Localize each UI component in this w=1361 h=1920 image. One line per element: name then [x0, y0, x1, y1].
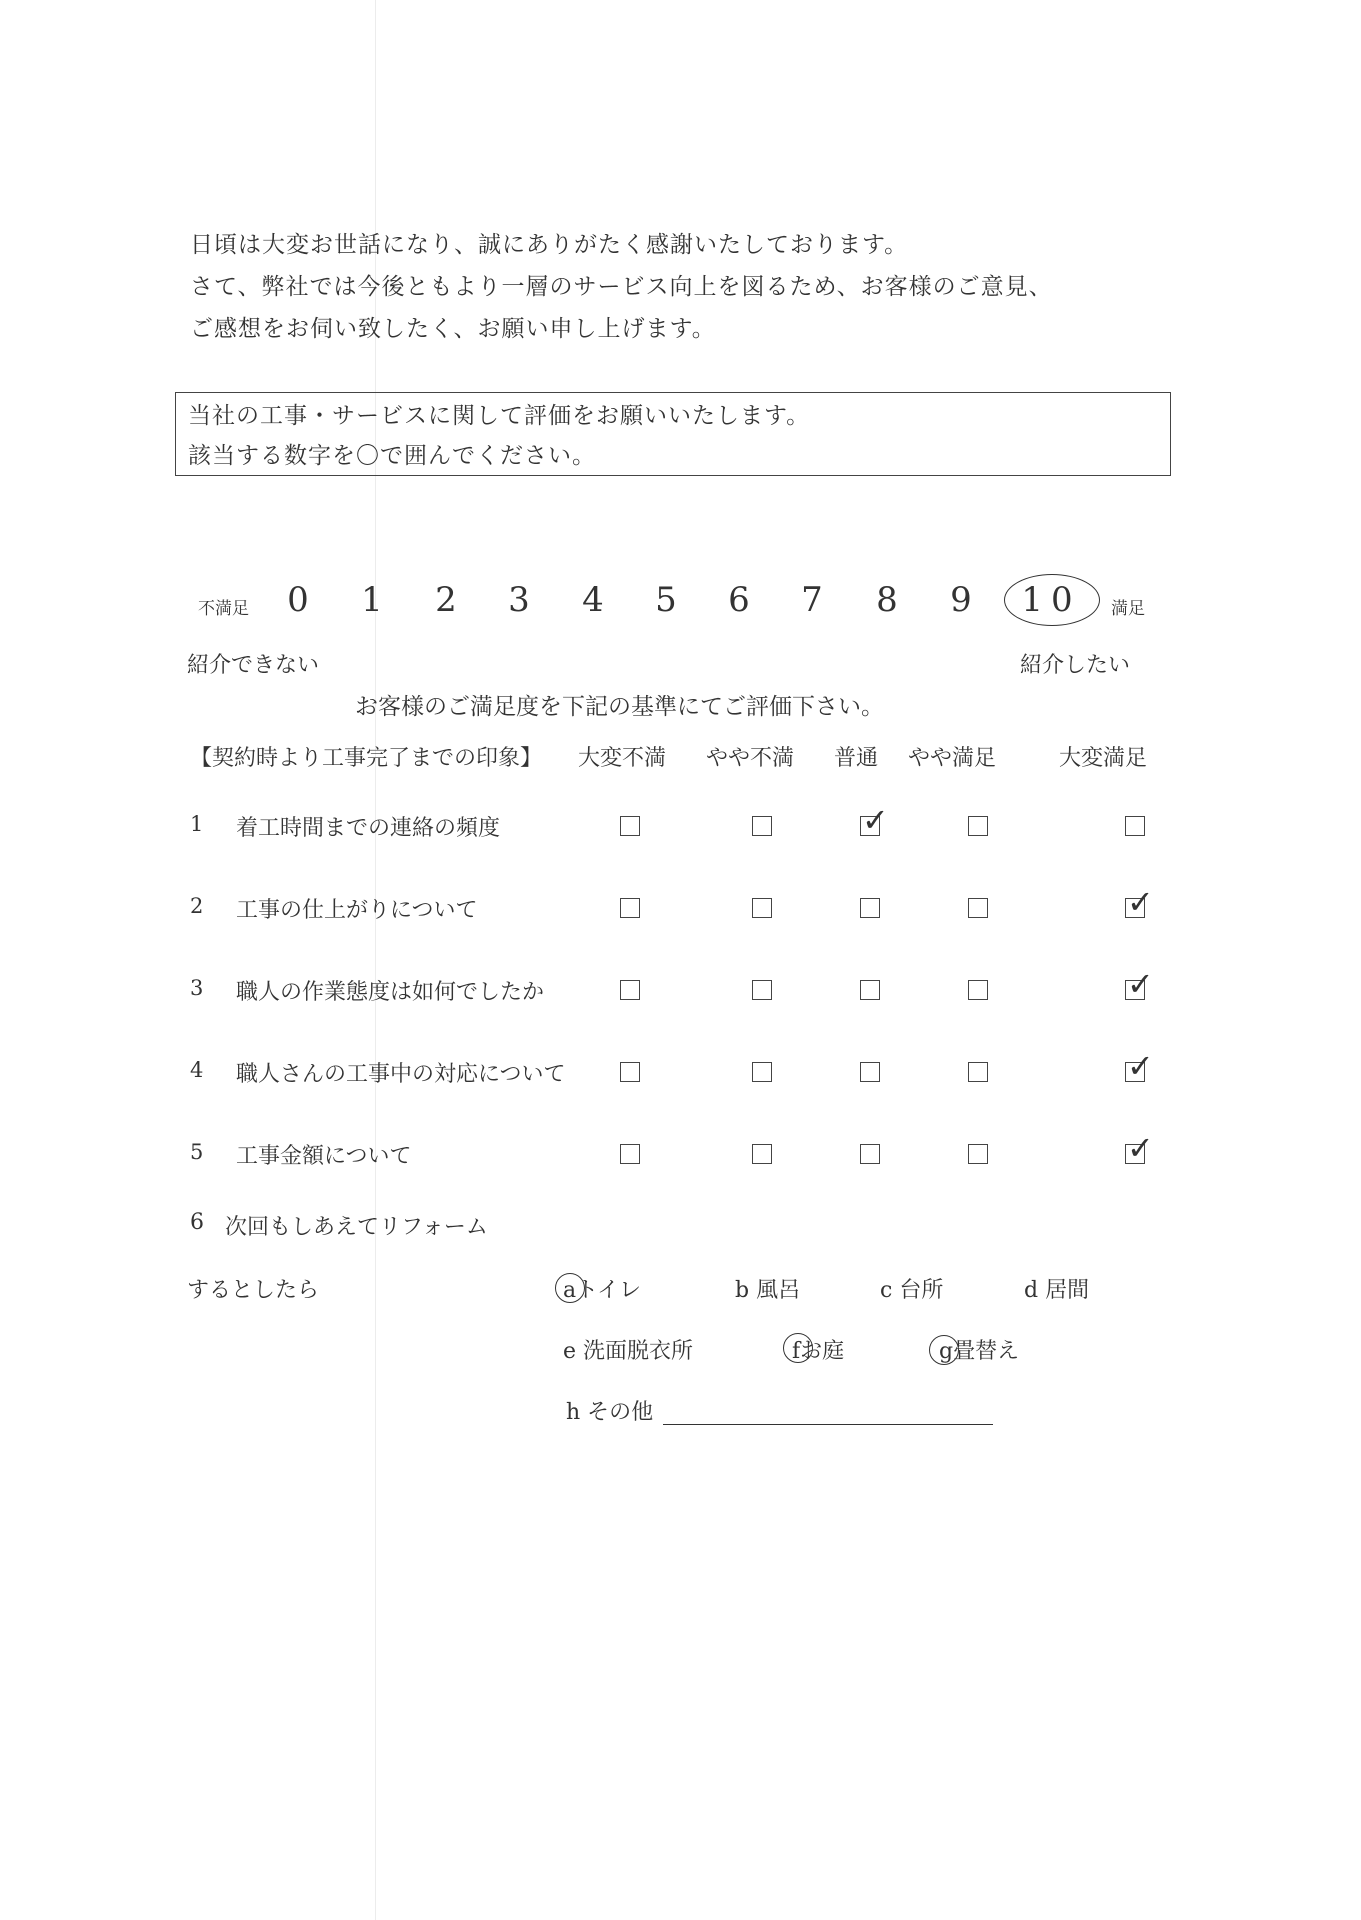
option-g-label: 畳替え: [953, 1339, 1020, 1364]
scale-number-6[interactable]: 6: [728, 580, 750, 620]
option-d[interactable]: [1024, 1273, 1089, 1304]
checkbox-q1-level-4[interactable]: [968, 816, 988, 836]
level-header-very-satisfied: 大変満足: [1059, 746, 1148, 771]
scale-number-1[interactable]: 1: [361, 580, 383, 620]
instruction-box: [175, 392, 1171, 476]
scale-number-3[interactable]: 3: [508, 580, 530, 620]
question-5-number: 5: [190, 1140, 204, 1164]
checkbox-q1-level-1[interactable]: [620, 816, 640, 836]
checkbox-q2-level-3[interactable]: [860, 898, 880, 918]
option-e-letter: e: [563, 1339, 577, 1364]
question-3-number: 3: [190, 976, 204, 1000]
option-f-letter: f: [792, 1339, 801, 1364]
question-6-text-line-1: 次回もしあえてリフォーム: [225, 1215, 488, 1240]
question-3-text: 職人の作業態度は如何でしたか: [236, 980, 545, 1005]
question-4-number: 4: [190, 1058, 204, 1082]
question-2-text: 工事の仕上がりについて: [236, 898, 478, 923]
option-g-letter: g: [939, 1339, 954, 1364]
level-header-neutral: 普通: [834, 746, 879, 771]
question-1-number: 1: [190, 812, 204, 836]
other-answer-line[interactable]: [663, 1424, 993, 1425]
question-5-text: 工事金額について: [236, 1144, 412, 1169]
option-c-letter: c: [880, 1278, 893, 1303]
checkbox-q4-level-1[interactable]: [620, 1062, 640, 1082]
option-h[interactable]: [566, 1395, 653, 1426]
checkbox-q4-level-3[interactable]: [860, 1062, 880, 1082]
scale-number-10[interactable]: 10: [1021, 580, 1081, 620]
option-d-label: 居間: [1045, 1278, 1090, 1303]
option-b[interactable]: [735, 1273, 800, 1304]
scale-number-2[interactable]: 2: [435, 580, 457, 620]
option-f-circle: [783, 1333, 813, 1363]
selected-score-circle: [1004, 574, 1100, 626]
level-header-very-dissatisfied: 大変不満: [578, 746, 667, 771]
scale-number-5[interactable]: 5: [655, 580, 677, 620]
question-6-text-line-2: するとしたら: [187, 1278, 320, 1303]
checkbox-q3-level-4[interactable]: [968, 980, 988, 1000]
checkbox-q5-level-1[interactable]: [620, 1144, 640, 1164]
check-mark-icon: ✓: [1127, 1047, 1154, 1085]
check-mark-icon: ✓: [1127, 1129, 1154, 1167]
checkbox-q2-level-4[interactable]: [968, 898, 988, 918]
check-mark-icon: ✓: [862, 801, 889, 839]
level-header-somewhat-dissatisfied: やや不満: [706, 746, 795, 771]
checkbox-q4-level-4[interactable]: [968, 1062, 988, 1082]
checkbox-q2-level-2[interactable]: [752, 898, 772, 918]
option-b-letter: b: [735, 1278, 750, 1303]
satisfaction-instruction: お客様のご満足度を下記の基準にてご評価下さい。: [355, 694, 884, 720]
level-header-somewhat-satisfied: やや満足: [908, 746, 997, 771]
option-a-letter: a: [563, 1278, 577, 1303]
option-h-label: その他: [587, 1400, 654, 1425]
option-b-label: 風呂: [756, 1278, 801, 1303]
checkbox-q1-level-5[interactable]: [1125, 816, 1145, 836]
question-4-text: 職人さんの工事中の対応について: [236, 1062, 566, 1087]
section-header: 【契約時より工事完了までの印象】: [190, 746, 543, 771]
intro-line-2: さて、弊社では今後ともより一層のサービス向上を図るため、お客様のご意見、: [190, 274, 1053, 300]
option-d-letter: d: [1024, 1278, 1039, 1303]
checkbox-q5-level-4[interactable]: [968, 1144, 988, 1164]
scale-number-8[interactable]: 8: [876, 580, 898, 620]
checkbox-q3-level-1[interactable]: [620, 980, 640, 1000]
checkbox-q5-level-3[interactable]: [860, 1144, 880, 1164]
checkbox-q1-level-2[interactable]: [752, 816, 772, 836]
scale-low-caption: 紹介できない: [187, 653, 320, 678]
option-e[interactable]: [563, 1334, 693, 1365]
option-c-label: 台所: [899, 1278, 944, 1303]
scale-low-label: 不満足: [198, 599, 249, 619]
option-g-circle: [929, 1335, 959, 1365]
question-6-number: 6: [190, 1210, 204, 1235]
intro-line-1: 日頃は大変お世話になり、誠にありがたく感謝いたしております。: [190, 232, 909, 258]
checkbox-q2-level-1[interactable]: [620, 898, 640, 918]
scale-number-0[interactable]: 0: [287, 580, 309, 620]
question-1-text: 着工時間までの連絡の頻度: [236, 816, 501, 841]
intro-line-3: ご感想をお伺い致したく、お願い申し上げます。: [190, 316, 716, 342]
checkbox-q5-level-2[interactable]: [752, 1144, 772, 1164]
option-e-label: 洗面脱衣所: [583, 1339, 694, 1364]
scale-number-7[interactable]: 7: [801, 580, 823, 620]
option-a-circle: [555, 1273, 585, 1303]
scale-number-4[interactable]: 4: [582, 580, 604, 620]
instruction-line-1: 当社の工事・サービスに関して評価をお願いいたします。: [188, 403, 811, 429]
option-c[interactable]: [880, 1273, 943, 1304]
checkbox-q3-level-3[interactable]: [860, 980, 880, 1000]
question-2-number: 2: [190, 894, 204, 918]
check-mark-icon: ✓: [1127, 965, 1154, 1003]
scale-high-caption: 紹介したい: [1020, 653, 1131, 678]
scale-high-label: 満足: [1111, 599, 1145, 619]
instruction-line-2: 該当する数字を〇で囲んでください。: [188, 443, 596, 469]
scale-number-9[interactable]: 9: [950, 580, 972, 620]
option-f-label: お庭: [800, 1339, 845, 1364]
option-h-letter: h: [566, 1400, 581, 1425]
checkbox-q4-level-2[interactable]: [752, 1062, 772, 1082]
option-a-label: トイレ: [576, 1278, 642, 1303]
check-mark-icon: ✓: [1127, 883, 1154, 921]
checkbox-q3-level-2[interactable]: [752, 980, 772, 1000]
